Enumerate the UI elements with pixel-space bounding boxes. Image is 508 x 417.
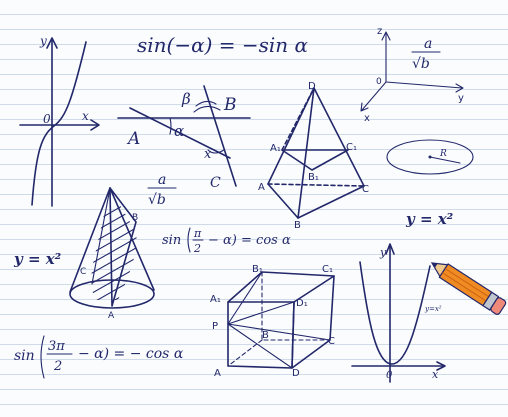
angle-label-A: A [128, 129, 141, 149]
cube-label-P: P [212, 321, 219, 332]
cube-label-B: B [262, 330, 269, 341]
ellipse-label-R: R [440, 149, 447, 159]
pyramid-label-D: D [308, 81, 316, 92]
cubic-x-label: x [82, 109, 89, 123]
cube-top-face [228, 272, 334, 302]
cube-label-C: C [328, 336, 335, 347]
cube-label-A1: A₁ [210, 294, 221, 305]
cube-label-D1: D₁ [296, 298, 308, 309]
pyramid-figure [258, 81, 369, 231]
cubic-curve [32, 42, 86, 205]
angle-label-C: C [210, 175, 221, 191]
fraction-mid-numerator: a [158, 172, 167, 188]
parabola-x-label: x [432, 368, 439, 381]
sin-3pi2-numerator: 3π [48, 339, 65, 354]
pyramid-label-A: A [258, 182, 265, 193]
pyramid-section [282, 150, 348, 170]
cone-section [110, 188, 139, 306]
pyramid-label-C: C [362, 184, 369, 195]
sin-3pi2-denominator: 2 [54, 359, 63, 374]
cube-label-C1: C₁ [322, 264, 333, 275]
axes-3d-x-label: x [364, 113, 370, 124]
cubic-origin-label: 0 [43, 112, 51, 126]
ellipse-figure [387, 140, 473, 174]
parabola-y-label: y [380, 246, 387, 259]
sin-pi2-suffix: − α) = cos α [208, 233, 291, 248]
fraction-top [412, 36, 440, 72]
cone-label-B: B [132, 213, 139, 223]
angle-label-beta: β [182, 90, 191, 108]
sin-pi2-denominator: 2 [194, 242, 201, 255]
cube-label-B1: B₁ [252, 264, 263, 275]
cube-label-D: D [292, 368, 300, 379]
axes-3d-y-label: y [458, 93, 464, 104]
cubic-y-label: y [40, 34, 47, 48]
pencil-note: y=x² [425, 305, 442, 313]
fraction-mid-denominator: √b [148, 192, 166, 208]
sin-3pi2-paren-open [41, 336, 44, 378]
cone-label-A: A [108, 311, 115, 321]
axes-3d-origin-label: 0 [376, 77, 382, 87]
cone-figure [70, 188, 154, 321]
pyramid-label-A1: A₁ [270, 143, 281, 154]
sin-pi2-paren-open [188, 228, 190, 252]
angle-arc-beta-1 [196, 101, 216, 106]
parabola-origin-label: 0 [386, 370, 393, 381]
pyramid-edge-front [298, 88, 314, 218]
sin-pi-half-identity [162, 227, 291, 255]
pyramid-outline [268, 88, 364, 218]
cone-inner-edge [92, 188, 110, 284]
sin-3pi2-suffix: − α) = − cos α [78, 346, 184, 362]
cone-label-C: C [80, 267, 87, 277]
angle-arc-beta-2 [194, 106, 220, 112]
cube-section-lines [228, 272, 330, 368]
axes-3d-y [386, 82, 462, 88]
angle-label-x: x [204, 147, 212, 162]
fraction-middle [148, 172, 176, 208]
parabola-curve [360, 262, 430, 364]
pyramid-label-C1: C₁ [346, 142, 357, 153]
angle-label-B: B [224, 95, 237, 115]
sin-negative-identity: sin(−α) = −sin α [137, 33, 309, 57]
pyramid-hidden-edge [282, 88, 314, 150]
y-equals-x2-right: y = x² [406, 210, 454, 228]
fraction-top-numerator: a [424, 36, 433, 52]
pyramid-label-B: B [294, 220, 301, 231]
pyramid-base-hidden [268, 184, 364, 186]
axes-3d [361, 26, 464, 124]
axes-3d-x [362, 82, 386, 110]
angle-figure [118, 86, 250, 191]
sin-3pi2-prefix: sin [14, 348, 35, 364]
sin-3pi-half-identity [14, 336, 184, 378]
axes-3d-z-label: z [377, 26, 383, 37]
ellipse-center [429, 156, 432, 159]
cube-figure [210, 264, 335, 379]
y-equals-x2-left: y = x² [14, 250, 62, 268]
angle-arc-alpha [170, 118, 171, 134]
pyramid-label-B1: B₁ [308, 172, 319, 183]
cubic-graph [20, 34, 99, 206]
parabola-graph [352, 244, 445, 382]
cube-label-A: A [214, 368, 221, 379]
angle-label-alpha: α [174, 122, 185, 140]
fraction-top-denominator: √b [412, 56, 430, 72]
sin-pi2-numerator: π [194, 227, 202, 240]
sin-pi2-prefix: sin [162, 233, 182, 248]
